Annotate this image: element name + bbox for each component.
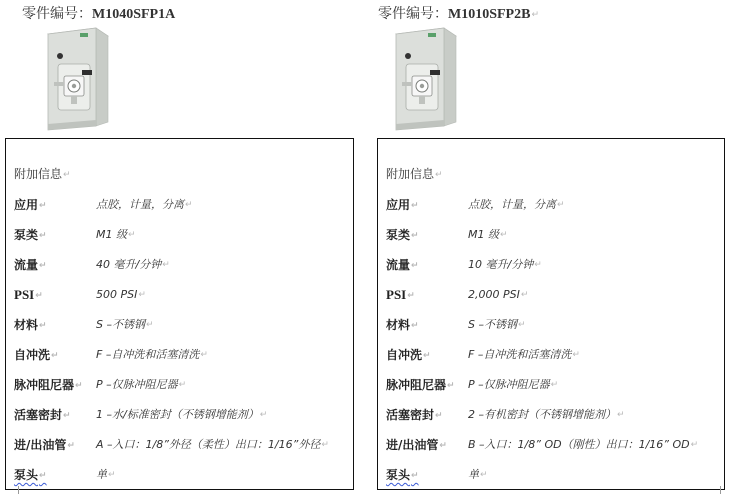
spec-key: 活塞密封↵ xyxy=(14,408,71,422)
part-title-label: 零件编号： xyxy=(22,6,92,22)
spec-key: 应用↵ xyxy=(14,198,47,212)
info-heading: 附加信息↵ xyxy=(386,167,443,181)
paragraph-mark-icon: ↵ xyxy=(138,290,146,300)
spec-value: 点胶，计量，分离↵ xyxy=(468,198,565,211)
paragraph-mark-icon: ↵ xyxy=(63,411,71,421)
paragraph-mark-icon: ↵ xyxy=(145,320,154,330)
part-number: M1040SFP1A xyxy=(92,7,176,22)
paragraph-mark-icon: ↵ xyxy=(108,470,116,480)
paragraph-mark-icon: ↵ xyxy=(39,321,47,331)
spec-value: 1 –水/标准密封（不锈钢增能剂）↵ xyxy=(96,408,268,421)
paragraph-mark-icon: ↵ xyxy=(407,291,415,301)
spec-key: 流量↵ xyxy=(386,258,419,272)
pump-photo-left xyxy=(40,24,116,134)
spec-value: P –仅脉冲阻尼器↵ xyxy=(468,378,559,391)
spec-value: 单↵ xyxy=(96,468,116,481)
spec-value: 40 毫升/分钟↵ xyxy=(96,258,170,271)
paragraph-mark-icon: ↵ xyxy=(435,170,443,180)
spec-value: 2,000 PSI↵ xyxy=(468,288,529,301)
paragraph-mark-icon: ↵ xyxy=(321,440,329,450)
part-number: M1010SFP2B xyxy=(448,7,531,22)
paragraph-mark-icon: ↵ xyxy=(447,381,455,391)
paragraph-mark-icon: ↵ xyxy=(480,470,488,480)
paragraph-mark-icon: ↵ xyxy=(67,441,75,451)
paragraph-mark-icon: ↵ xyxy=(75,381,83,391)
spec-value: 单↵ xyxy=(468,468,488,481)
spec-value: M1 级↵ xyxy=(468,228,508,241)
part-title-right xyxy=(378,5,539,24)
paragraph-mark-icon: ↵ xyxy=(550,380,559,390)
margin-corner-mark xyxy=(720,486,729,494)
spec-key: PSI↵ xyxy=(386,287,415,302)
spec-key: 脉冲阻尼器↵ xyxy=(386,378,455,392)
paragraph-mark-icon: ↵ xyxy=(162,260,170,270)
spec-key: 泵类↵ xyxy=(386,228,419,242)
paragraph-mark-icon: ↵ xyxy=(411,471,419,481)
paragraph-mark-icon: ↵ xyxy=(435,411,443,421)
spec-key: 自冲洗↵ xyxy=(14,348,59,362)
part-title-label: 零件编号： xyxy=(378,6,448,22)
spec-key: PSI↵ xyxy=(14,287,43,302)
paragraph-mark-icon: ↵ xyxy=(517,320,526,330)
paragraph-mark-icon: ↵ xyxy=(534,260,542,270)
paragraph-mark-icon: ↵ xyxy=(690,440,699,450)
paragraph-mark-icon: ↵ xyxy=(617,410,625,420)
spec-key: 进/出油管↵ xyxy=(14,438,75,452)
spec-value: F –自冲洗和活塞清洗↵ xyxy=(468,348,580,361)
spec-key: 泵类↵ xyxy=(14,228,47,242)
info-heading: 附加信息↵ xyxy=(14,167,71,181)
paragraph-mark-icon: ↵ xyxy=(520,290,529,300)
margin-corner-mark xyxy=(18,486,27,494)
paragraph-mark-icon: ↵ xyxy=(63,170,71,180)
paragraph-mark-icon: ↵ xyxy=(178,380,187,390)
spec-value: 10 毫升/分钟↵ xyxy=(468,258,542,271)
paragraph-mark-icon: ↵ xyxy=(39,261,47,271)
paragraph-mark-icon: ↵ xyxy=(531,10,539,20)
spec-key: 泵头↵ xyxy=(14,468,47,482)
paragraph-mark-icon: ↵ xyxy=(200,350,208,360)
spec-value: 点胶，计量，分离↵ xyxy=(96,198,193,211)
spec-key: 泵头↵ xyxy=(386,468,419,482)
spec-key: 活塞密封↵ xyxy=(386,408,443,422)
spec-key: 自冲洗↵ xyxy=(386,348,431,362)
spec-value: S –不锈钢↵ xyxy=(96,318,154,331)
paragraph-mark-icon: ↵ xyxy=(51,351,59,361)
spec-key: 材料↵ xyxy=(386,318,419,332)
paragraph-mark-icon: ↵ xyxy=(500,230,508,240)
paragraph-mark-icon: ↵ xyxy=(39,471,47,481)
paragraph-mark-icon: ↵ xyxy=(411,321,419,331)
spec-key: 材料↵ xyxy=(14,318,47,332)
spec-key: 脉冲阻尼器↵ xyxy=(14,378,83,392)
paragraph-mark-icon: ↵ xyxy=(185,200,193,210)
spec-value: S –不锈钢↵ xyxy=(468,318,526,331)
part-title-left xyxy=(22,5,175,24)
spec-key: 进/出油管↵ xyxy=(386,438,447,452)
paragraph-mark-icon: ↵ xyxy=(411,261,419,271)
spec-value: P –仅脉冲阻尼器↵ xyxy=(96,378,187,391)
spec-value: F –自冲洗和活塞清洗↵ xyxy=(96,348,208,361)
paragraph-mark-icon: ↵ xyxy=(411,231,419,241)
paragraph-mark-icon: ↵ xyxy=(411,201,419,211)
paragraph-mark-icon: ↵ xyxy=(557,200,565,210)
spec-value: B –入口：1/8” OD（刚性）出口：1/16” OD↵ xyxy=(468,438,699,451)
paragraph-mark-icon: ↵ xyxy=(39,231,47,241)
spec-value: A –入口：1/8”外径（柔性）出口：1/16”外径↵ xyxy=(96,438,329,451)
spec-value: 500 PSI↵ xyxy=(96,288,146,301)
paragraph-mark-icon: ↵ xyxy=(259,410,268,420)
spec-key: 流量↵ xyxy=(14,258,47,272)
spec-value: 2 –有机密封（不锈钢增能剂）↵ xyxy=(468,408,625,421)
paragraph-mark-icon: ↵ xyxy=(39,201,47,211)
paragraph-mark-icon: ↵ xyxy=(423,351,431,361)
info-box-right xyxy=(377,138,725,490)
paragraph-mark-icon: ↵ xyxy=(128,230,136,240)
paragraph-mark-icon: ↵ xyxy=(572,350,580,360)
paragraph-mark-icon: ↵ xyxy=(35,291,43,301)
pump-photo-right xyxy=(388,24,464,134)
paragraph-mark-icon: ↵ xyxy=(439,441,447,451)
info-box-left xyxy=(5,138,354,490)
spec-value: M1 级↵ xyxy=(96,228,136,241)
spec-key: 应用↵ xyxy=(386,198,419,212)
